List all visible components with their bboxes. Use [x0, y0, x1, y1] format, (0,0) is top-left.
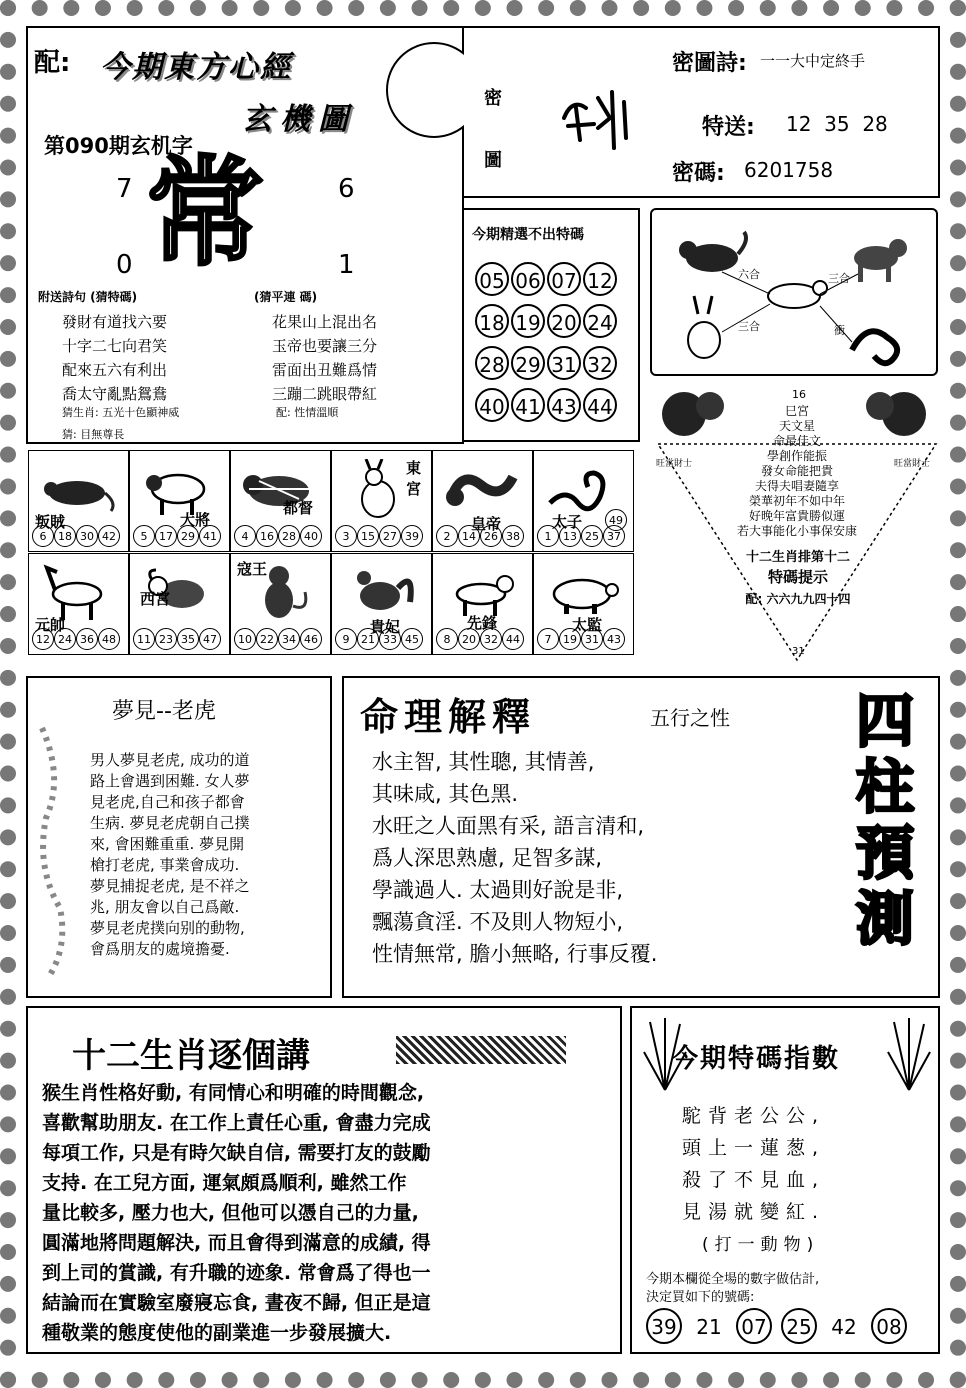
pei-label: 配:	[34, 48, 71, 78]
riddle-text	[682, 1100, 825, 1228]
zodiac-name: 太監	[572, 616, 603, 634]
selection-number-ball: 20	[547, 304, 581, 338]
riddle-line: 見湯就變紅.	[682, 1201, 826, 1223]
zodiac-number-ball: 11	[133, 628, 155, 650]
zodiac-number-ball: 26	[480, 525, 502, 547]
zodiac-number-ball: 15	[357, 525, 379, 547]
index-numbers	[646, 1308, 916, 1344]
mingli-line: 其味咸, 其色黑.	[372, 782, 519, 806]
selection-number-ball: 19	[511, 304, 545, 338]
zodiac-number-ball: 32	[480, 628, 502, 650]
dragon-icon	[441, 459, 523, 519]
selection-number-ball: 18	[475, 304, 509, 338]
poem-line: 花果山上混出名	[272, 313, 378, 331]
zodiac-number-ball: 44	[502, 628, 524, 650]
zodiac-number-ball: 48	[98, 628, 120, 650]
twelve-line: 量比較多, 壓力也大, 但他可以憑自己的力量,	[42, 1202, 419, 1224]
zodiac-numbers	[234, 628, 322, 650]
secret-label-1: 密	[484, 88, 502, 109]
guess-pei: 配: 性情溫順	[276, 406, 339, 419]
mingli-line: 水主智, 其性聰, 其情善,	[372, 750, 595, 774]
zodiac-cell	[230, 450, 331, 552]
fortune-line: 夫得夫唱妻隨享	[754, 479, 839, 493]
zodiac-number-ball: 24	[54, 628, 76, 650]
zodiac-numbers	[32, 628, 120, 650]
dream-line: 生病. 夢見老虎朝自己撲	[90, 814, 250, 832]
selection-title: 今期精選不出特碼	[472, 227, 584, 243]
twelve-line: 每項工作, 只是有時欠缺自信, 需要打友的鼓勵	[42, 1142, 431, 1164]
poem-line: 十字二七向君笑	[62, 337, 168, 355]
sanhe-label-2: 三合	[738, 320, 760, 333]
zodiac-cell	[331, 450, 432, 552]
zodiac-numbers	[436, 628, 524, 650]
selection-number-ball: 32	[583, 346, 617, 380]
secret-glyph-icon	[554, 78, 644, 168]
zodiac-number-ball: 23	[155, 628, 177, 650]
zodiac-name: 皇帝	[471, 515, 502, 533]
chong-label: 衝	[834, 324, 845, 337]
poem-left-label: 附送詩句 (猜特碼)	[38, 290, 138, 304]
zodiac-name: 元帥	[35, 616, 66, 634]
sketch-decoration-icon	[34, 718, 74, 988]
dream-text	[90, 750, 250, 960]
horse-icon	[768, 281, 827, 308]
dream-line: 槍打老虎, 事業會成功.	[90, 856, 240, 874]
zodiac-extra-ball: 49	[605, 509, 627, 531]
rabbit-icon	[688, 296, 720, 358]
grass-icon	[884, 1012, 934, 1092]
zodiac-number-ball: 34	[278, 628, 300, 650]
index-number: 21	[696, 1315, 722, 1339]
selection-number-ball: 44	[583, 388, 617, 422]
zodiac-name: 都督	[283, 499, 314, 517]
index-number: 07	[736, 1308, 772, 1344]
fortune-line: 天文星	[778, 419, 815, 433]
zodiac-cell	[533, 450, 634, 552]
dream-line: 見老虎,自己和孩子都會	[90, 793, 245, 811]
zodiac-numbers	[234, 525, 322, 547]
fortune-line: 巳宮	[784, 404, 809, 418]
zodiac-number-ball: 16	[256, 525, 278, 547]
index-number: 39	[646, 1308, 682, 1344]
dream-panel	[26, 676, 332, 998]
twelve-line: 喜歡幫助朋友. 在工作上責任心重, 會盡力完成	[42, 1112, 431, 1134]
zodiac-cell	[129, 553, 230, 655]
zodiac-number-ball: 33	[379, 628, 401, 650]
mingli-line: 爲人深思熟慮, 足智多謀,	[372, 846, 603, 870]
zodiac-number-ball: 30	[76, 525, 98, 547]
zodiac-numbers	[32, 525, 120, 547]
zodiac-number-ball: 25	[581, 525, 603, 547]
zodiac-number-ball: 37	[603, 525, 625, 547]
main-title: 今期東方心經	[100, 50, 292, 85]
poem-left	[62, 310, 167, 406]
pig-icon	[542, 562, 624, 622]
zodiac-cell	[331, 553, 432, 655]
riddle-line: 頭上一蓮葱,	[682, 1137, 826, 1159]
poem-line: 三蹦二跳眼帶紅	[272, 385, 378, 403]
dream-line: 會爲朋友的處境擔憂.	[90, 940, 230, 958]
zodiac-number-ball: 45	[401, 628, 423, 650]
selection-number-ball: 12	[583, 262, 617, 296]
header-panel	[26, 26, 464, 444]
zodiac-number-ball: 3	[335, 525, 357, 547]
zodiac-name: 叛賊	[35, 513, 66, 531]
mingli-panel	[342, 676, 940, 998]
four-pillars-char: 預	[855, 819, 914, 887]
mystery-character: 常	[146, 143, 265, 282]
four-pillars-char: 四	[855, 687, 914, 755]
index-number: 08	[871, 1308, 907, 1344]
zodiac-number-ball: 12	[32, 628, 54, 650]
fortune-side-left: 旺當財士	[656, 459, 693, 469]
mingli-title: 命理解釋	[360, 694, 537, 739]
selection-number-ball: 29	[511, 346, 545, 380]
zodiac-number-ball: 1	[537, 525, 559, 547]
poem-line: 雷面出丑難爲情	[272, 361, 378, 379]
zodiac-numbers	[133, 525, 221, 547]
index-note-2: 決定買如下的號碼:	[646, 1290, 755, 1305]
num-bottom-right: 1	[338, 250, 355, 280]
zodiac-number-ball: 21	[357, 628, 379, 650]
fortune-line: 好晚年富貴勝似運	[748, 509, 845, 523]
horse-icon	[37, 562, 119, 622]
fortune-line: 命最佳文	[772, 434, 821, 448]
zodiac-numbers	[335, 525, 423, 547]
zodiac-name: 西宮	[140, 590, 171, 608]
fortune-bottom-number: 31	[792, 646, 805, 657]
zodiac-cell	[28, 553, 129, 655]
twelve-line: 種敬業的態度使他的副業進一步發展擴大.	[42, 1322, 392, 1344]
four-pillars-vertical	[840, 688, 930, 952]
rat-icon	[37, 459, 119, 519]
dream-title: 夢見--老虎	[112, 699, 216, 724]
rooster-icon	[340, 562, 422, 622]
zodiac-name: 貴妃	[370, 618, 401, 636]
mingli-line: 水旺之人面黑有采, 語言清和,	[372, 814, 645, 838]
zodiac-number-ball: 31	[581, 628, 603, 650]
guess-extra: 猜: 目無尊長	[62, 428, 125, 441]
dog-icon	[854, 239, 907, 282]
selection-number-ball: 40	[475, 388, 509, 422]
zodiac-number-ball: 10	[234, 628, 256, 650]
fortune-hint: 特碼提示	[767, 568, 828, 586]
zodiac-number-ball: 17	[155, 525, 177, 547]
zodiac-number-ball: 40	[300, 525, 322, 547]
riddle-hint: (打一動物)	[702, 1235, 820, 1255]
num-top-left: 7	[116, 174, 133, 204]
zodiac-number-ball: 8	[436, 628, 458, 650]
index-panel	[630, 1006, 940, 1354]
guess-zodiac: 猜生肖: 五光十色顯神威	[62, 406, 180, 419]
twelve-panel	[26, 1006, 622, 1354]
twelve-title: 十二生肖逐個講	[72, 1036, 310, 1076]
selection-numbers	[474, 258, 636, 426]
poem-label: 密圖詩:	[672, 51, 747, 76]
fortune-pei: 配: 六六九九四十四	[745, 592, 851, 606]
zodiac-number-ball: 27	[379, 525, 401, 547]
twelve-line: 猴生肖性格好動, 有同情心和明確的時間觀念,	[42, 1082, 425, 1104]
fortune-line: 榮華初年不如中年	[748, 494, 845, 508]
zodiac-number-ball: 13	[559, 525, 581, 547]
zodiac-name: 東宮	[406, 459, 422, 498]
twelve-line: 支持. 在工兒方面, 運氣頗爲順利, 雖然工作	[42, 1172, 407, 1194]
num-top-right: 6	[338, 174, 355, 204]
twelve-line: 圓滿地將問題解決, 而且會得到滿意的成績, 得	[42, 1232, 431, 1254]
zodiac-cell	[432, 553, 533, 655]
zodiac-number-ball: 42	[98, 525, 120, 547]
zodiac-numbers	[436, 525, 524, 547]
poem-line: 發財有道找六要	[62, 313, 168, 331]
zodiac-number-ball: 29	[177, 525, 199, 547]
twelve-line: 結論而在實驗室廢寢忘食, 晝夜不歸, 但正是這	[42, 1292, 431, 1314]
sanhe-label-1: 三合	[828, 272, 850, 285]
zodiac-cell	[432, 450, 533, 552]
selection-number-ball: 31	[547, 346, 581, 380]
zodiac-number-ball: 43	[603, 628, 625, 650]
code-value: 6201758	[744, 158, 834, 182]
zodiac-grid	[28, 450, 634, 656]
poem-line: 配來五六有利出	[62, 361, 168, 379]
four-pillars-char: 測	[855, 885, 914, 953]
dream-line: 夢見捕捉老虎, 是不祥之	[90, 877, 250, 895]
zodiac-name: 太子	[552, 513, 583, 531]
index-title: 今期特碼指數	[672, 1044, 841, 1074]
zodiac-cell	[533, 553, 634, 655]
rat-icon	[852, 331, 897, 363]
zodiac-number-ball: 4	[234, 525, 256, 547]
selection-number-ball: 43	[547, 388, 581, 422]
selection-number-ball: 24	[583, 304, 617, 338]
zodiac-number-ball: 14	[458, 525, 480, 547]
noise-decoration	[396, 1036, 566, 1064]
tiger-icon	[679, 232, 746, 272]
zodiac-number-ball: 46	[300, 628, 322, 650]
zodiac-number-ball: 9	[335, 628, 357, 650]
relations-panel	[650, 208, 938, 376]
zodiac-name: 先鋒	[467, 614, 498, 632]
fortune-text	[697, 404, 897, 539]
zodiac-number-ball: 2	[436, 525, 458, 547]
mingli-line: 性情無常, 膽小無略, 行事反覆.	[372, 942, 658, 966]
zodiac-number-ball: 35	[177, 628, 199, 650]
zodiac-name: 寇王	[237, 560, 268, 578]
poem-line: 玉帝也要讓三分	[272, 337, 378, 355]
special-numbers: 12 35 28	[786, 112, 888, 136]
liuhe-label: 六合	[738, 268, 760, 281]
fortune-line: 學創作能振	[766, 449, 827, 463]
secret-map-panel	[464, 26, 940, 198]
zodiac-number-ball: 47	[199, 628, 221, 650]
zodiac-number-ball: 39	[401, 525, 423, 547]
fortune-caption: 十二生肖排第十二	[745, 550, 850, 565]
zodiac-numbers	[335, 628, 423, 650]
selection-number-ball: 28	[475, 346, 509, 380]
zodiac-number-ball: 7	[537, 628, 559, 650]
period-label: 第090期玄机字	[44, 134, 193, 158]
selection-number-ball: 06	[511, 262, 545, 296]
index-note-1: 今期本欄從全場的數字做估計,	[646, 1272, 820, 1287]
four-pillars-char: 柱	[855, 753, 914, 821]
zodiac-number-ball: 18	[54, 525, 76, 547]
selection-number-ball: 41	[511, 388, 545, 422]
fortune-side-right: 旺當財士	[894, 459, 931, 469]
zodiac-cell	[28, 450, 129, 552]
fortune-panel	[654, 384, 940, 662]
fortune-line: 若大事能化小事保安康	[736, 524, 857, 538]
mingli-line: 學識過人. 太過則好說是非,	[372, 878, 624, 902]
sub-title: 玄機圖	[242, 102, 356, 137]
fortune-line: 發女命能把貴	[760, 464, 833, 478]
selection-panel	[462, 208, 640, 442]
dream-line: 夢見老虎撲向别的動物,	[90, 919, 245, 937]
twelve-line: 到上司的賞識, 有升職的迹象. 常會爲了得也一	[42, 1262, 431, 1284]
index-number: 25	[781, 1308, 817, 1344]
fortune-top-number: 16	[792, 388, 806, 401]
poem-right	[272, 310, 377, 406]
dream-line: 來, 會困難重重. 夢見開	[90, 835, 245, 853]
code-label: 密碼:	[672, 161, 725, 186]
zodiac-numbers	[537, 628, 625, 650]
zodiac-numbers	[133, 628, 221, 650]
zodiac-cell	[230, 553, 331, 655]
poem-right-label: (猜平連 碼)	[254, 290, 318, 304]
index-number: 42	[831, 1315, 857, 1339]
zodiac-number-ball: 22	[256, 628, 278, 650]
mingli-subtitle: 五行之性	[650, 706, 730, 730]
relations-diagram	[652, 210, 936, 374]
secret-label-2: 圖	[484, 150, 502, 171]
zodiac-number-ball: 36	[76, 628, 98, 650]
mingli-text	[372, 746, 657, 970]
zodiac-number-ball: 28	[278, 525, 300, 547]
zodiac-number-ball: 5	[133, 525, 155, 547]
riddle-line: 駝背老公公,	[682, 1105, 826, 1127]
zodiac-number-ball: 20	[458, 628, 480, 650]
dream-line: 路上會遇到困難. 女人夢	[90, 772, 250, 790]
poem-line: 喬太守亂點鴛鴦	[62, 385, 168, 403]
special-label: 特送:	[702, 115, 755, 140]
selection-number-ball: 07	[547, 262, 581, 296]
riddle-line: 殺了不見血,	[682, 1169, 826, 1191]
zodiac-number-ball: 41	[199, 525, 221, 547]
zodiac-number-ball: 19	[559, 628, 581, 650]
zodiac-cell	[129, 450, 230, 552]
zodiac-number-ball: 38	[502, 525, 524, 547]
zodiac-name: 大將	[180, 511, 211, 529]
mingli-line: 飄蕩貪淫. 不及則人物短小,	[372, 910, 624, 934]
selection-number-ball: 05	[475, 262, 509, 296]
poem-text: 一一大中定終手	[760, 52, 866, 70]
dream-line: 男人夢見老虎, 成功的道	[90, 751, 250, 769]
dream-line: 兆, 朋友會以自己爲敵.	[90, 898, 240, 916]
num-bottom-left: 0	[116, 250, 133, 280]
twelve-text	[42, 1078, 431, 1348]
zodiac-number-ball: 6	[32, 525, 54, 547]
